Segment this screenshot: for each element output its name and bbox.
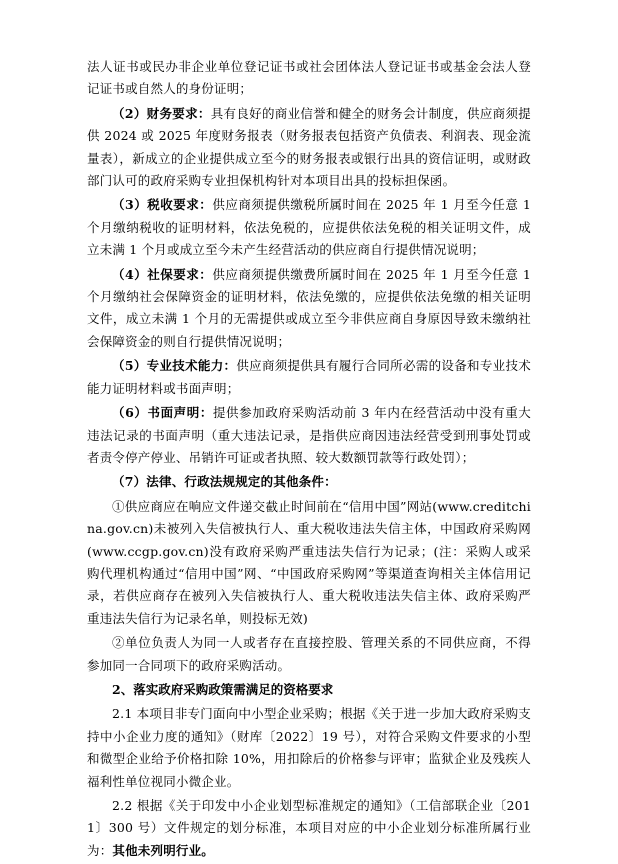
- paragraph-tax: [87, 194, 531, 261]
- paragraph-lead: （6）书面声明：: [112, 405, 213, 421]
- paragraph-lead: （7）法律、行政法规规定的其他条件：: [112, 474, 337, 490]
- paragraph-text: 供应商须提供缴费所属时间在 2025 年 1 月至今任意 1 个月缴纳社会保障资金的证明材料，依法免缴的，应提供依法免缴的相关证明文件，成立未满 1 个月的无需提供或成立至今非供应商自身原因导致未缴纳社会保障资金的则自行提供情况说明；: [87, 266, 531, 349]
- paragraph-other-conditions: [87, 471, 531, 493]
- paragraph-text: 供应商须提供具有履行合同所必需的设备和专业技术能力证明材料或书面声明；: [87, 358, 531, 396]
- paragraph-text: 2.2 根据《关于印发中小企业划型标准规定的通知》（工信部联企业〔2011〕300 号）文件规定的划分标准，本项目对应的中小企业划分标准所属行业为：: [87, 798, 531, 858]
- paragraph-id-cert: [87, 56, 531, 101]
- paragraph-text: 供应商须提供缴税所属时间在 2025 年 1 月至今任意 1 个月缴纳税收的证明材料，依法免税的，应提供依法免税的相关证明文件，成立未满 1 个月或成立至今未产生经营活动的供应商自行提供情况说明；: [87, 197, 531, 258]
- paragraph-lead: （3）税收要求：: [112, 197, 213, 213]
- section-heading: 2、落实政府采购政策需满足的资格要求: [112, 681, 334, 697]
- document-page: [87, 56, 531, 864]
- paragraph-lead: （5）专业技术能力：: [112, 358, 237, 374]
- paragraph-text: ②单位负责人为同一人或者存在直接控股、管理关系的不同供应商，不得参加同一合同项下的政府采购活动。: [87, 635, 531, 673]
- paragraph-sme-classification: [87, 795, 531, 862]
- paragraph-sme-policy: [87, 703, 531, 793]
- paragraph-credit-check: [87, 496, 531, 630]
- paragraph-written-statement: [87, 402, 531, 469]
- paragraph-lead: （4）社保要求：: [112, 266, 213, 282]
- paragraph-text: 法人证书或民办非企业单位登记证书或社会团体法人登记证书或基金会法人登记证书或自然人的身份证明；: [87, 59, 531, 97]
- paragraph-social-security: [87, 264, 531, 354]
- paragraph-text: 2.1 本项目非专门面向中小型企业采购；根据《关于进一步加大政府采购支持中小企业力度的通知》（财库〔2022〕19 号），对符合采购文件要求的小型和微型企业给予价格扣除 10%，用扣除后的价格参与评审；监狱企业及残疾人福利性单位视同小微企业。: [87, 706, 531, 789]
- paragraph-technical: [87, 355, 531, 400]
- paragraph-text: 提供参加政府采购活动前 3 年内在经营活动中没有重大违法记录的书面声明（重大违法记录，是指供应商因违法经营受到刑事处罚或者责令停产停业、吊销许可证或者执照、较大数额罚款等行政处罚）；: [87, 405, 531, 465]
- paragraph-related-suppliers: [87, 632, 531, 677]
- paragraph-text: 具有良好的商业信誉和健全的财务会计制度，供应商须提供 2024 或 2025 年度财务报表（财务报表包括资产负债表、利润表、现金流量表），新成立的企业提供成立至今的财务报表或银行出具的资信证明，或财政部门认可的政府采购专业担保机构针对本项目出具的投标担保函。: [87, 105, 531, 189]
- paragraph-text: ①供应商应在响应文件递交截止时间前在“信用中国”网站(www.creditchina.gov.cn)未被列入失信被执行人、重大税收违法失信主体，中国政府采购网(www.ccgp.gov.cn)没有政府采购严重违法失信行为记录；(注：采购人或采购代理机构通过“信用中国”网、“中国政府采购网”等渠道查询相关主体信用记录，若供应商存在被列入失信被执行人、重大税收违法失信主体、政府采购严重违法失信行为记录名单，则投标无效): [87, 498, 531, 626]
- paragraph-lead: （2）财务要求：: [112, 105, 211, 121]
- paragraph-financial: [87, 103, 531, 193]
- industry-category: 其他未列明行业。: [112, 842, 215, 858]
